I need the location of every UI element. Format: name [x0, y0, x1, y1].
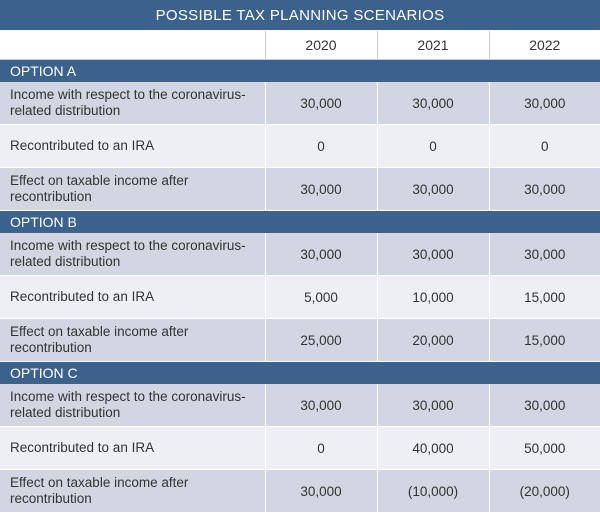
table-row: [0, 470, 600, 513]
table-row: [0, 82, 600, 125]
cell-2020: 25,000: [265, 319, 377, 362]
row-label: Effect on taxable income after recontribution: [0, 168, 265, 211]
year-header-2020: 2020: [265, 31, 377, 60]
cell-2022: 30,000: [489, 233, 600, 276]
cell-2021: 40,000: [377, 427, 489, 470]
table-row: [0, 384, 600, 427]
cell-2022: 15,000: [489, 319, 600, 362]
cell-2021: 30,000: [377, 233, 489, 276]
cell-2020: 30,000: [265, 384, 377, 427]
cell-2022: 30,000: [489, 384, 600, 427]
row-label: Effect on taxable income after recontribution: [0, 470, 265, 513]
option-c-header: [0, 362, 600, 385]
cell-2021: 10,000: [377, 276, 489, 319]
cell-2022: 0: [489, 125, 600, 168]
year-header-blank: [0, 31, 265, 60]
year-header-2022: 2022: [489, 31, 600, 60]
title-row: [0, 0, 600, 31]
row-label: Recontributed to an IRA: [0, 276, 265, 319]
cell-2020: 30,000: [265, 82, 377, 125]
row-label: Effect on taxable income after recontribution: [0, 319, 265, 362]
cell-2022: 30,000: [489, 82, 600, 125]
cell-2022: 15,000: [489, 276, 600, 319]
cell-2020: 5,000: [265, 276, 377, 319]
cell-2020: 0: [265, 427, 377, 470]
table-row: [0, 233, 600, 276]
year-header-row: [0, 31, 600, 60]
cell-2022: 50,000: [489, 427, 600, 470]
row-label: Recontributed to an IRA: [0, 427, 265, 470]
cell-2021: 20,000: [377, 319, 489, 362]
table-title: POSSIBLE TAX PLANNING SCENARIOS: [0, 0, 600, 31]
cell-2021: 0: [377, 125, 489, 168]
row-label: Income with respect to the coronavirus-related distribution: [0, 233, 265, 276]
cell-2022: 30,000: [489, 168, 600, 211]
table-row: [0, 168, 600, 211]
cell-2022: (20,000): [489, 470, 600, 513]
cell-2021: 30,000: [377, 168, 489, 211]
cell-2020: 30,000: [265, 233, 377, 276]
table-row: [0, 427, 600, 470]
cell-2021: (10,000): [377, 470, 489, 513]
option-b-header: [0, 211, 600, 234]
cell-2021: 30,000: [377, 82, 489, 125]
table-row: [0, 125, 600, 168]
cell-2020: 30,000: [265, 470, 377, 513]
option-label: OPTION C: [0, 362, 600, 385]
year-header-2021: 2021: [377, 31, 489, 60]
cell-2020: 30,000: [265, 168, 377, 211]
table-row: [0, 319, 600, 362]
row-label: Recontributed to an IRA: [0, 125, 265, 168]
table-row: [0, 276, 600, 319]
cell-2021: 30,000: [377, 384, 489, 427]
row-label: Income with respect to the coronavirus-related distribution: [0, 82, 265, 125]
option-a-header: [0, 60, 600, 83]
cell-2020: 0: [265, 125, 377, 168]
option-label: OPTION A: [0, 60, 600, 83]
option-label: OPTION B: [0, 211, 600, 234]
row-label: Income with respect to the coronavirus-related distribution: [0, 384, 265, 427]
